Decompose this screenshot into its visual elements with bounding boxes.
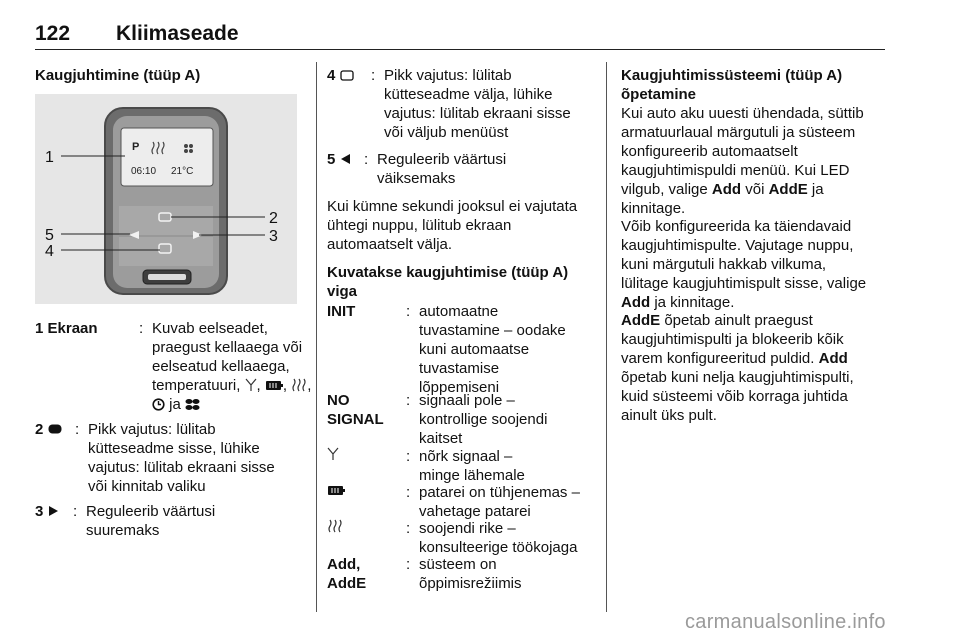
battery-icon (265, 379, 283, 392)
auto-off-paragraph: Kui kümne sekundi jooksul ei vajutata ühtegi nuppu, lülitub ekraan automaatselt välja. (327, 198, 578, 253)
heater-icon (327, 519, 343, 533)
legend-term-4: 4 (327, 66, 354, 85)
callout-2: 2 (269, 210, 278, 227)
fan-icon (185, 398, 200, 411)
heater-icon (291, 378, 307, 392)
clock-icon (152, 398, 165, 411)
callout-1: 1 (45, 149, 54, 166)
legend-term-3: 3 (35, 502, 59, 521)
signal-antenna-icon (327, 447, 339, 461)
page-header (0, 0, 960, 48)
error-row-init: INIT : automaatne tuvastamine – oodake kuni automaatse tuvastamise lõppemiseni (327, 303, 566, 396)
error-row-weak-signal: : nõrk signaal – minge lähemale (327, 447, 603, 487)
legend-term-2: 2 (35, 420, 62, 439)
legend-item-4: 4 : Pikk vajutus: lülitab kütteseadme välja, lühike vajutus: lülitab ekraani sisse või väljub menüüst (327, 67, 571, 141)
battery-icon (327, 484, 345, 497)
legend-item-5: 5 : Reguleerib väärtusi väiksemaks (327, 151, 507, 187)
screen-time: 06:10 (131, 166, 157, 177)
callout-3: 3 (269, 228, 278, 245)
learning-heading: Kaugjuhtimissüsteemi (tüüp A) õpetamine (621, 67, 843, 103)
column-divider-2 (606, 62, 607, 612)
signal-antenna-icon (245, 378, 257, 392)
page-title: Kliimaseade (116, 22, 239, 45)
error-row-battery: : patarei on tühjenemas – vahetage patarei (327, 483, 603, 523)
legend-item-2: 2 : Pikk vajutus: lülitab kütteseadme sisse, lühike vajutus: lülitab ekraani sisse või kinnitab valiku (35, 421, 275, 495)
screen-temperature: 21°C (171, 166, 194, 177)
callout-4: 4 (45, 243, 54, 260)
error-row-add: Add, AddE : süsteem on õppimisrežiimis (327, 556, 522, 592)
header-rule (35, 49, 885, 50)
error-row-heater: : soojendi rike – konsulteerige töökojaga (327, 519, 603, 559)
remote-figure (35, 94, 297, 304)
learning-paragraph-3: AddE õpetab ainult praegust kaugjuhtimispulti ja blokeerib kõik varem konfigureeritud puldid. Add õpetab kuni nelja kaugjuhtimispulti, kuid süsteemi võib korraga juhtida ainult üks pult. (621, 312, 854, 424)
screen-p-label: P (132, 141, 140, 153)
watermark: carmanualsonline.info (685, 611, 886, 633)
learning-paragraph-2: Võib konfigureerida ka täiendavaid kaugjuhtimispulte. Vajutage nuppu, kuni märgutuli hakkab vilkuma, lülitage kaugjuhtimispult sisse, valige Add ja kinnitage. (621, 218, 867, 311)
left-arrow-icon (340, 153, 351, 165)
learning-paragraph-1: Kui auto aku uuesti ühendada, süttib armatuurlaual märgutuli ja süsteem konfigureerib automaatselt kaugjuhtimispuldi menüü. Kui LED vilgub, valige Add või AddE ja kinnitage. (621, 105, 864, 217)
legend-item-3: 3 : Reguleerib väärtusi suuremaks (35, 503, 216, 539)
legend-term-1: 1 Ekraan (35, 320, 98, 337)
column-divider-1 (316, 62, 317, 612)
legend-term-5: 5 (327, 150, 351, 169)
error-row-no-signal: NO SIGNAL : signaali pole – kontrollige soojendi kaitset (327, 392, 548, 447)
remote-illustration (35, 94, 297, 304)
page-number: 122 (35, 22, 71, 45)
right-arrow-icon (48, 505, 59, 517)
on-button-icon (48, 424, 62, 434)
section-heading-remote: Kaugjuhtimine (tüüp A) (35, 67, 201, 84)
error-heading: Kuvatakse kaugjuhtimise (tüüp A) viga (327, 264, 569, 300)
off-button-icon (340, 70, 354, 81)
callout-5: 5 (45, 227, 54, 244)
legend-item-1: 1 Ekraan : Kuvab eelseadet, praegust kellaaega või eelseatud kellaaega, temperatuuri, , , , ja (35, 320, 312, 413)
